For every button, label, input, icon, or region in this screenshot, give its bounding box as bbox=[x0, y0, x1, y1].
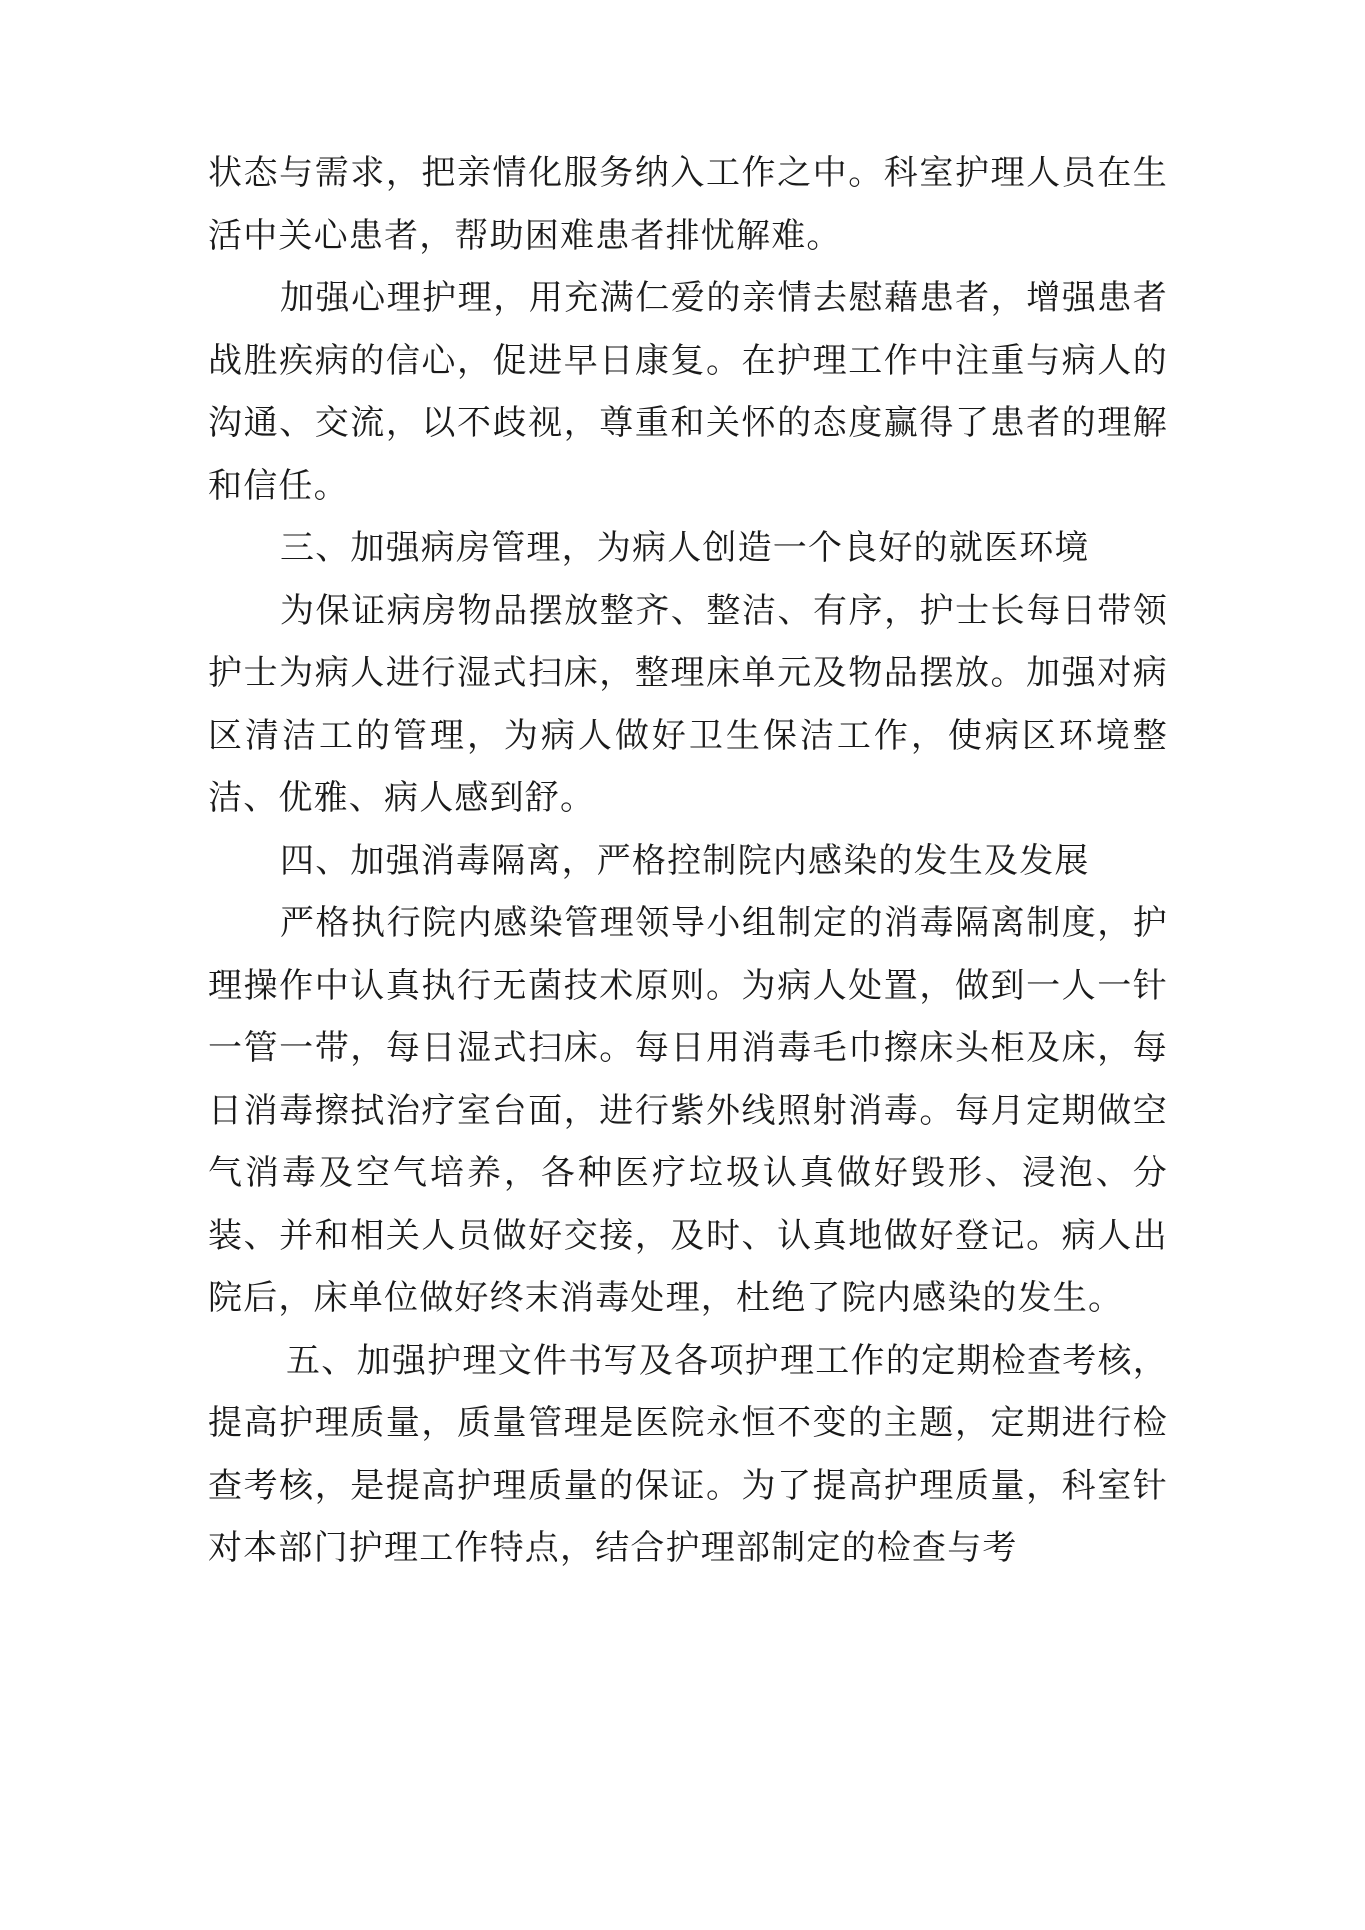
paragraph-nursing-documents: 五、加强护理文件书写及各项护理工作的定期检查考核，提高护理质量，质量管理是医院永恒不变的主题，定期进行检查考核，是提高护理质量的保证。为了提高护理质量，科室针对本部门护理工作特点，结合护理部制定的检查与考 bbox=[208, 1340, 1168, 1568]
paragraph-ward-management: 为保证病房物品摆放整齐、整洁、有序，护士长每日带领护士为病人进行湿式扫床，整理床单元及物品摆放。加强对病区清洁工的管理，为病人做好卫生保洁工作，使病区环境整洁、优雅、病人感到舒。 bbox=[208, 590, 1168, 818]
section-heading-disinfection: 四、加强消毒隔离，严格控制院内感染的发生及发展 bbox=[280, 840, 1090, 881]
paragraph-disinfection: 严格执行院内感染管理领导小组制定的消毒隔离制度，护理操作中认真执行无菌技术原则。为病人处置，做到一人一针一管一带，每日湿式扫床。每日用消毒毛巾擦床头柜及床，每日消毒擦拭治疗室台面，进行紫外线照射消毒。每月定期做空气消毒及空气培养，各种医疗垃圾认真做好毁形、浸泡、分装、并和相关人员做好交接，及时、认真地做好登记。病人出院后，床单位做好终末消毒处理，杜绝了院内感染的发生。 bbox=[208, 903, 1168, 1318]
paragraph-continuation: 状态与需求，把亲情化服务纳入工作之中。科室护理人员在生活中关心患者，帮助困难患者排忧解难。 bbox=[208, 153, 1168, 256]
section-heading-ward-management: 三、加强病房管理，为病人创造一个良好的就医环境 bbox=[280, 528, 1090, 568]
document-body bbox=[208, 142, 1168, 1580]
paragraph-psychological-care: 加强心理护理，用充满仁爱的亲情去慰藉患者，增强患者战胜疾病的信心，促进早日康复。在护理工作中注重与病人的沟通、交流，以不歧视，尊重和关怀的态度赢得了患者的理解和信任。 bbox=[208, 278, 1168, 506]
